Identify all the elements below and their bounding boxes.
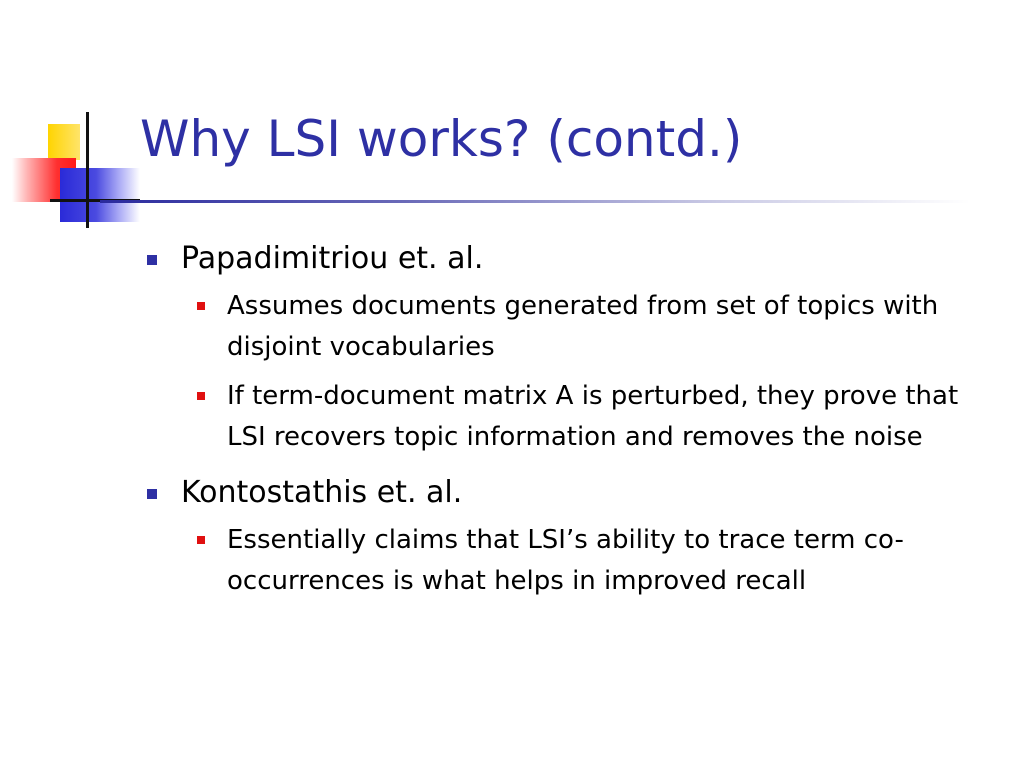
corner-logo-decoration	[0, 0, 150, 240]
square-bullet-icon	[197, 392, 205, 400]
square-bullet-icon	[197, 302, 205, 310]
title-underline-rule	[100, 200, 970, 203]
square-bullet-icon	[147, 255, 157, 265]
sub-bullet-item	[145, 376, 985, 458]
sub-bullet-text: Essentially claims that LSI’s ability to trace term co-occurrences is what helps in improved recall	[227, 525, 904, 596]
sub-bullet-text: If term-document matrix A is perturbed, they prove that LSI recovers topic information and removes the noise	[227, 381, 959, 452]
slide-title: Why LSI works? (contd.)	[140, 110, 743, 168]
vertical-crossline	[86, 112, 89, 228]
bullet-text: Kontostathis et. al.	[181, 475, 463, 510]
bullet-text: Papadimitriou et. al.	[181, 241, 484, 276]
bullet-list	[145, 238, 985, 610]
square-bullet-icon	[197, 536, 205, 544]
blue-square-shape	[60, 168, 140, 222]
yellow-square-shape	[48, 124, 80, 160]
square-bullet-icon	[147, 489, 157, 499]
sub-bullet-item	[145, 286, 985, 368]
bullet-item-papadimitriou	[145, 238, 985, 280]
sub-bullet-item	[145, 520, 985, 602]
sub-bullet-text: Assumes documents generated from set of topics with disjoint vocabularies	[227, 291, 939, 362]
bullet-item-kontostathis	[145, 472, 985, 514]
